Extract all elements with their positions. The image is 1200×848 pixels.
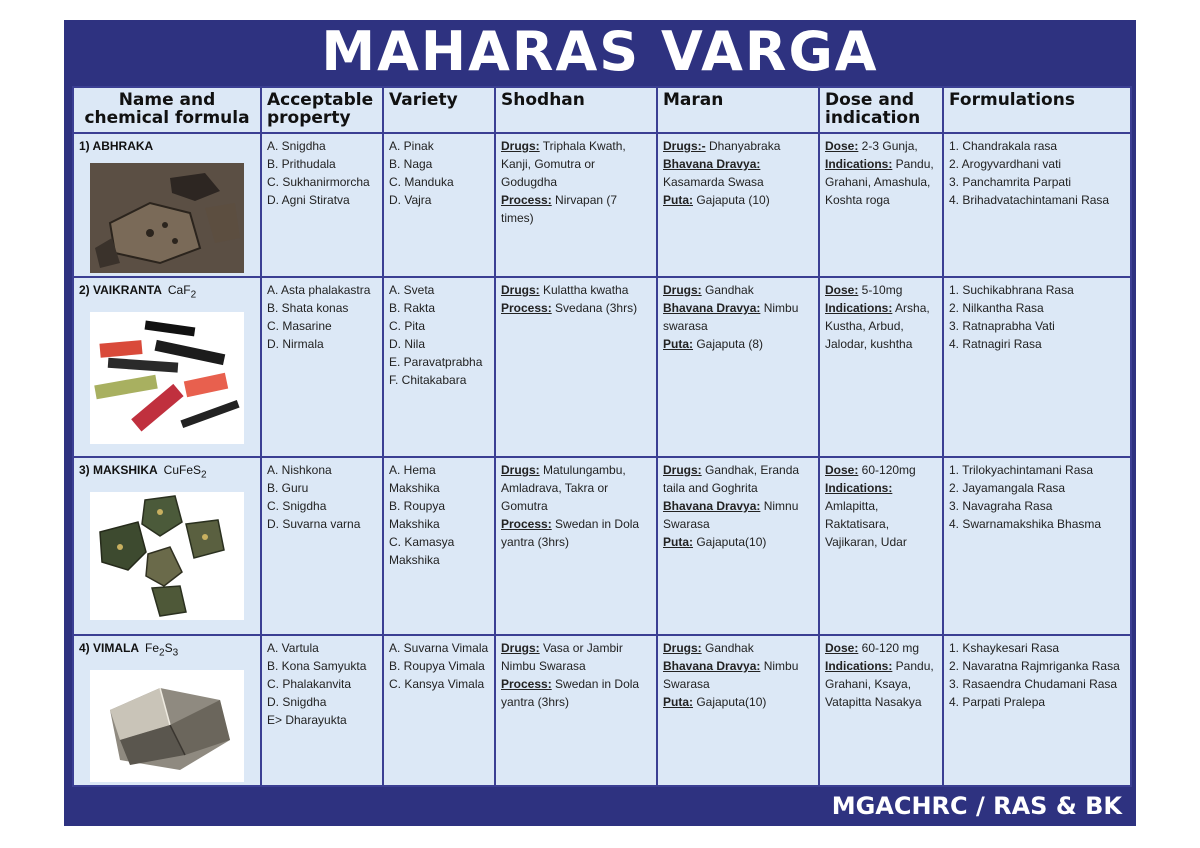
formulation-item: 4. Parpati Pralepa (949, 695, 1046, 709)
maran-puta-label: Puta: (663, 695, 693, 709)
cell-dose (819, 133, 943, 277)
formulation-item: 1. Chandrakala rasa (949, 139, 1058, 153)
property-item: C. Sukhanirmorcha (267, 175, 370, 189)
shodhan-process: Process: Swedan in Dola yantra (3hrs) (501, 517, 640, 549)
formulation-item: 4. Brihadvatachintamani Rasa (949, 193, 1110, 207)
property-item: B. Guru (267, 481, 309, 495)
property-item: A. Nishkona (267, 463, 332, 477)
mineral-title: 3) MAKSHIKA (79, 463, 158, 477)
maran-puta: Puta: Gajaputa (8) (663, 337, 764, 351)
cell-name (73, 277, 261, 457)
cell-variety (383, 457, 495, 635)
property-item: E> Dharayukta (267, 713, 347, 727)
maran-bhavana: Bhavana Dravya: Kasamarda Swasa (663, 157, 764, 189)
formulation-item: 1. Suchikabhrana Rasa (949, 283, 1074, 297)
shodhan-process-label: Process: (501, 677, 552, 691)
shodhan-process-label: Process: (501, 517, 552, 531)
maharas-table (72, 86, 1132, 787)
variety-item: B. Roupya Vimala (389, 659, 485, 673)
cell-property (261, 277, 383, 457)
table-row (73, 133, 1131, 277)
dose-indications-label: Indications: (825, 157, 893, 171)
dose-value: Dose: 60-120mg (825, 463, 916, 477)
dose-value: Dose: 60-120 mg (825, 641, 920, 655)
variety-item: A. Sveta (389, 283, 435, 297)
shodhan-process: Process: Swedan in Dola yantra (3hrs) (501, 677, 640, 709)
cell-maran (657, 277, 819, 457)
dose-indications: Indications: Arsha, Kustha, Arbud, Jalodar, kushtha (825, 301, 930, 351)
mineral-title: 1) ABHRAKA (79, 139, 154, 153)
variety-item: F. Chitakabara (389, 373, 467, 387)
maran-drugs: Drugs:- Dhanyabraka (663, 139, 781, 153)
property-item: C. Snigdha (267, 499, 327, 513)
shodhan-drugs-label: Drugs: (501, 283, 540, 297)
formulation-item: 2. Arogyvardhani vati (949, 157, 1062, 171)
cell-maran (657, 635, 819, 786)
cell-formulations (943, 133, 1131, 277)
header-formulations: Formulations (943, 87, 1131, 133)
formulation-item: 3. Navagraha Rasa (949, 499, 1053, 513)
shodhan-drugs: Drugs: Vasa or Jambir Nimbu Swarasa (501, 641, 623, 673)
cell-variety (383, 133, 495, 277)
cell-maran (657, 457, 819, 635)
shodhan-drugs-label: Drugs: (501, 641, 540, 655)
maran-bhavana: Bhavana Dravya: Nimbu Swarasa (663, 659, 799, 691)
cell-shodhan (495, 635, 657, 786)
variety-item: D. Vajra (389, 193, 432, 207)
cell-name (73, 457, 261, 635)
variety-item: B. Roupya Makshika (389, 499, 446, 531)
cell-property (261, 635, 383, 786)
variety-item: C. Kamasya Makshika (389, 535, 455, 567)
vaikranta-crystals-photo (90, 312, 244, 444)
property-item: B. Shata konas (267, 301, 349, 315)
variety-item: A. Hema Makshika (389, 463, 440, 495)
dose-indications-label: Indications: (825, 301, 893, 315)
formulation-item: 3. Panchamrita Parpati (949, 175, 1072, 189)
maran-drugs-label: Drugs: (663, 641, 702, 655)
maran-bhavana-label: Bhavana Dravya: (663, 659, 761, 673)
poster (64, 20, 1136, 826)
chemical-formula: CaF$_2$ (167, 283, 197, 301)
dose-value-label: Dose: (825, 283, 859, 297)
mineral-name (79, 461, 255, 484)
dose-indications: Indications: Pandu, Grahani, Ksaya, Vatapitta Nasakya (825, 659, 934, 709)
cell-formulations (943, 635, 1131, 786)
maran-drugs: Drugs: Gandhak (663, 283, 754, 297)
cell-dose (819, 635, 943, 786)
maran-bhavana: Bhavana Dravya: Nimnu Swarasa (663, 499, 799, 531)
variety-item: B. Naga (389, 157, 433, 171)
maran-bhavana-label: Bhavana Dravya: (663, 499, 761, 513)
cell-variety (383, 277, 495, 457)
maran-drugs: Drugs: Gandhak (663, 641, 754, 655)
header-row (73, 87, 1131, 133)
shodhan-drugs: Drugs: Matulungambu, Amladrava, Takra or Gomutra (501, 463, 626, 513)
formulation-item: 3. Rasaendra Chudamani Rasa (949, 677, 1118, 691)
dose-indications: Indications: Amlapitta, Raktatisara, Vajikaran, Udar (825, 481, 907, 549)
cell-dose (819, 457, 943, 635)
dose-value: Dose: 5-10mg (825, 283, 903, 297)
property-item: B. Prithudala (267, 157, 336, 171)
cell-variety (383, 635, 495, 786)
shodhan-process: Process: Nirvapan (7 times) (501, 193, 618, 225)
vimala-pyrite-photo (90, 670, 244, 782)
maran-drugs-label: Drugs:- (663, 139, 706, 153)
property-item: D. Agni Stiratva (267, 193, 350, 207)
shodhan-process: Process: Svedana (3hrs) (501, 301, 638, 315)
shodhan-process-label: Process: (501, 193, 552, 207)
header-variety: Variety (383, 87, 495, 133)
dose-value: Dose: 2-3 Gunja, (825, 139, 918, 153)
variety-item: E. Paravatprabha (389, 355, 483, 369)
cell-dose (819, 277, 943, 457)
property-item: D. Suvarna varna (267, 517, 361, 531)
makshika-stones-photo (90, 492, 244, 620)
cell-property (261, 133, 383, 277)
formulation-item: 2. Navaratna Rajmriganka Rasa (949, 659, 1120, 673)
formulation-item: 1. Trilokyachintamani Rasa (949, 463, 1094, 477)
mineral-name (79, 281, 255, 304)
maran-drugs-label: Drugs: (663, 283, 702, 297)
header-maran: Maran (657, 87, 819, 133)
cell-shodhan (495, 133, 657, 277)
formulation-item: 2. Jayamangala Rasa (949, 481, 1066, 495)
header-name: Name and chemical formula (73, 87, 261, 133)
maran-bhavana-label: Bhavana Dravya: (663, 301, 761, 315)
dose-value-label: Dose: (825, 463, 859, 477)
mineral-name (79, 137, 255, 155)
mineral-title: 4) VIMALA (79, 641, 139, 655)
cell-maran (657, 133, 819, 277)
table-row (73, 635, 1131, 786)
cell-name (73, 133, 261, 277)
shodhan-drugs-label: Drugs: (501, 139, 540, 153)
footer-credit: MGACHRC / RAS & BK (831, 792, 1122, 820)
property-item: B. Kona Samyukta (267, 659, 367, 673)
maran-bhavana-label: Bhavana Dravya: (663, 157, 761, 171)
table-row (73, 457, 1131, 635)
variety-item: A. Suvarna Vimala (389, 641, 489, 655)
property-item: A. Asta phalakastra (267, 283, 371, 297)
cell-property (261, 457, 383, 635)
variety-item: A. Pinak (389, 139, 434, 153)
variety-item: C. Manduka (389, 175, 454, 189)
maran-puta-label: Puta: (663, 337, 693, 351)
maran-puta-label: Puta: (663, 193, 693, 207)
cell-shodhan (495, 457, 657, 635)
dose-indications-label: Indications: (825, 481, 893, 495)
maran-drugs: Drugs: Gandhak, Eranda taila and Goghrita (663, 463, 800, 495)
header-shodhan: Shodhan (495, 87, 657, 133)
formulation-item: 4. Ratnagiri Rasa (949, 337, 1042, 351)
shodhan-drugs: Drugs: Kulattha kwatha (501, 283, 629, 297)
dose-value-label: Dose: (825, 139, 859, 153)
maran-drugs-label: Drugs: (663, 463, 702, 477)
formulation-item: 3. Ratnaprabha Vati (949, 319, 1055, 333)
property-item: C. Phalakanvita (267, 677, 352, 691)
cell-shodhan (495, 277, 657, 457)
formulation-item: 4. Swarnamakshika Bhasma (949, 517, 1102, 531)
dose-value-label: Dose: (825, 641, 859, 655)
shodhan-drugs-label: Drugs: (501, 463, 540, 477)
maran-puta: Puta: Gajaputa(10) (663, 535, 767, 549)
abhraka-mineral-photo (90, 163, 244, 273)
shodhan-drugs: Drugs: Triphala Kwath, Kanji, Gomutra or Godugdha (501, 139, 626, 189)
header-property: Acceptable property (261, 87, 383, 133)
page-title: MAHARAS VARGA (321, 20, 879, 83)
variety-item: C. Kansya Vimala (389, 677, 485, 691)
variety-item: D. Nila (389, 337, 426, 351)
chemical-formula: $Fe_2S_3$ (145, 641, 179, 659)
property-item: A. Vartula (267, 641, 319, 655)
table-row (73, 277, 1131, 457)
chemical-formula: CuFeS$_2$ (163, 463, 207, 481)
property-item: A. Snigdha (267, 139, 326, 153)
mineral-title: 2) VAIKRANTA (79, 283, 162, 297)
cell-name (73, 635, 261, 786)
maran-puta-label: Puta: (663, 535, 693, 549)
property-item: D. Snigdha (267, 695, 327, 709)
formulation-item: 1. Kshaykesari Rasa (949, 641, 1060, 655)
maran-puta: Puta: Gajaputa(10) (663, 695, 767, 709)
variety-item: C. Pita (389, 319, 426, 333)
mineral-name (79, 639, 255, 662)
formulation-item: 2. Nilkantha Rasa (949, 301, 1044, 315)
property-item: C. Masarine (267, 319, 332, 333)
cell-formulations (943, 277, 1131, 457)
maran-puta: Puta: Gajaputa (10) (663, 193, 770, 207)
header-dose: Dose and indication (819, 87, 943, 133)
variety-item: B. Rakta (389, 301, 436, 315)
dose-indications-label: Indications: (825, 659, 893, 673)
dose-indications: Indications: Pandu, Grahani, Amashula, Koshta roga (825, 157, 934, 207)
maran-bhavana: Bhavana Dravya: Nimbu swarasa (663, 301, 799, 333)
cell-formulations (943, 457, 1131, 635)
shodhan-process-label: Process: (501, 301, 552, 315)
property-item: D. Nirmala (267, 337, 324, 351)
